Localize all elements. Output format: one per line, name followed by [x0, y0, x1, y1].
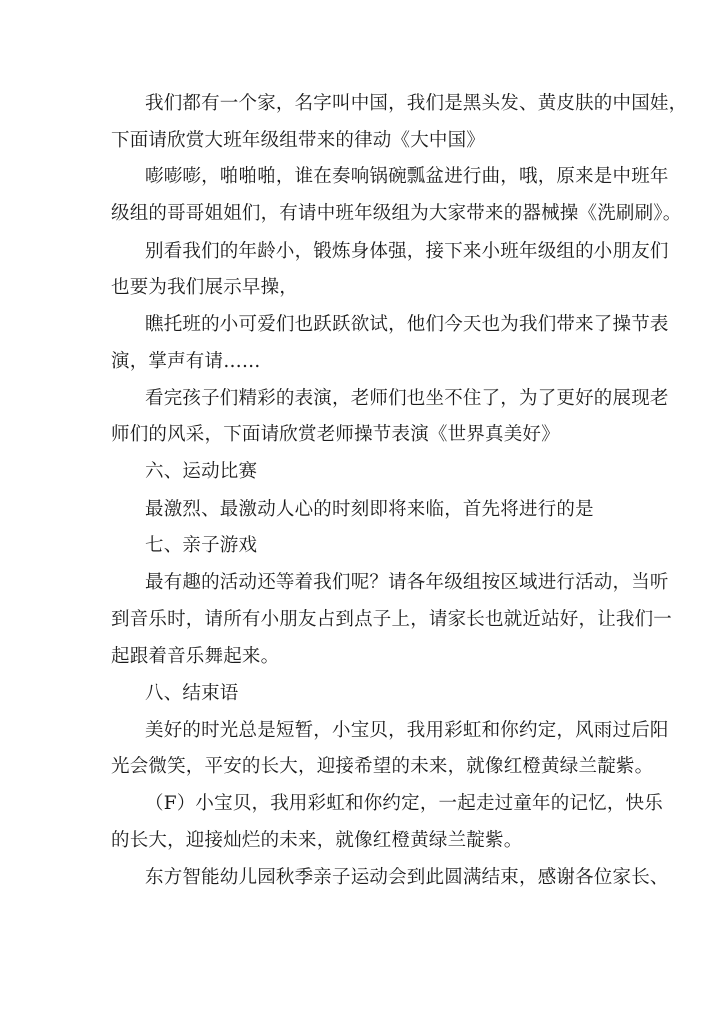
section-heading: 六、运动比赛	[145, 461, 258, 482]
paragraph-line: 最激烈、最激动人心的时刻即将来临，首先将进行的是	[145, 499, 594, 520]
paragraph-line: 美好的时光总是短暂，小宝贝，我用彩虹和你约定，风雨过后阳	[145, 720, 669, 741]
paragraph-line: 下面请欣赏大班年级组带来的律动《大中国》	[111, 130, 486, 151]
paragraph-line: 看完孩子们精彩的表演，老师们也坐不住了，为了更好的展现老	[145, 388, 669, 409]
paragraph-line: 演，掌声有请……	[111, 351, 261, 372]
paragraph-line: （F）小宝贝，我用彩虹和你约定，一起走过童年的记忆，快乐	[145, 793, 663, 814]
section-heading: 八、结束语	[145, 683, 239, 704]
paragraph-line: 师们的风采，下面请欣赏老师操节表演《世界真美好》	[111, 424, 560, 445]
paragraph-line: 也要为我们展示早操，	[111, 277, 299, 298]
paragraph-line: 别看我们的年龄小，锻炼身体强，接下来小班年级组的小朋友们	[145, 241, 669, 262]
paragraph-line: 嘭嘭嘭，啪啪啪，谁在奏响锅碗瓢盆进行曲，哦，原来是中班年	[145, 166, 669, 187]
paragraph-line: 到音乐时，请所有小朋友占到点子上，请家长也就近站好，让我们一	[111, 609, 673, 630]
paragraph-line: 我们都有一个家，名字叫中国，我们是黑头发、黄皮肤的中国娃，	[145, 93, 688, 114]
paragraph-line: 起跟着音乐舞起来。	[111, 646, 280, 667]
paragraph-line: 东方智能幼儿园秋季亲子运动会到此圆满结束，感谢各位家长、	[145, 867, 669, 888]
paragraph-line: 的长大，迎接灿烂的未来，就像红橙黄绿兰靛紫。	[111, 830, 523, 851]
paragraph-line: 瞧托班的小可爱们也跃跃欲试，他们今天也为我们带来了操节表	[145, 314, 669, 335]
section-heading: 七、亲子游戏	[145, 535, 258, 556]
paragraph-line: 光会微笑，平安的长大，迎接希望的未来，就像红橙黄绿兰靛紫。	[111, 756, 654, 777]
paragraph-line: 最有趣的活动还等着我们呢？请各年级组按区域进行活动，当听	[145, 572, 669, 593]
paragraph-line: 级组的哥哥姐姐们，有请中班年级组为大家带来的器械操《洗刷刷》。	[111, 203, 682, 224]
